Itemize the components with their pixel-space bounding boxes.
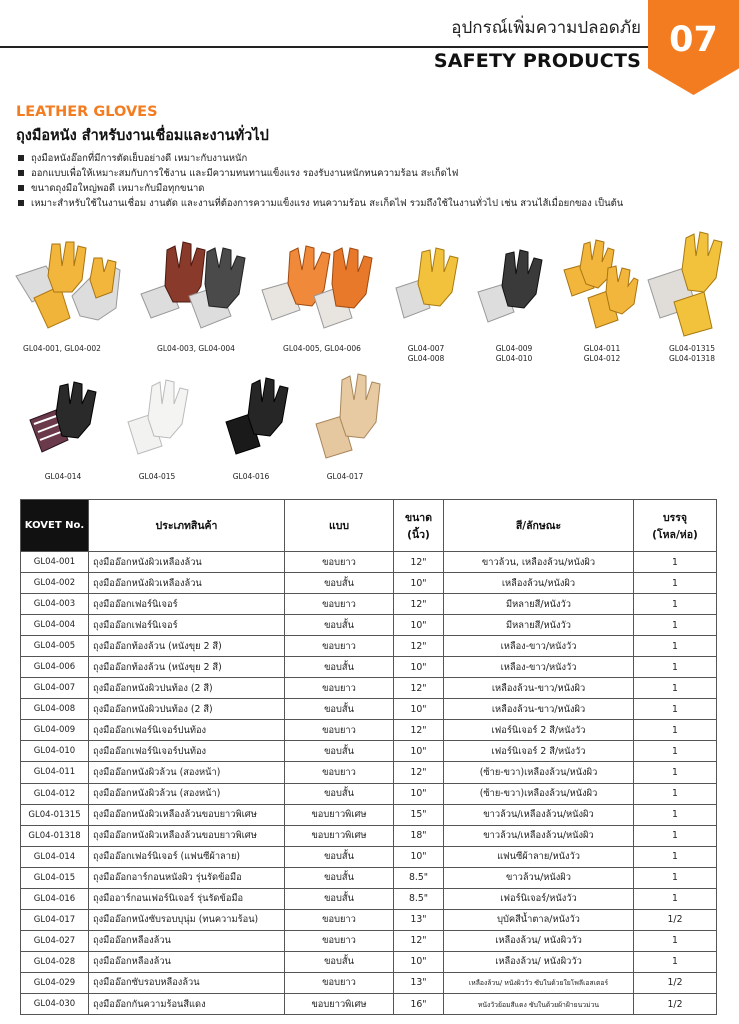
cell-color: (ซ้าย-ขวา)เหลืองล้วน/หนังผิว — [444, 783, 634, 804]
cell-style: ขอบสั้น — [285, 573, 394, 594]
cell-size: 12" — [394, 930, 444, 951]
cell-pack: 1 — [634, 552, 717, 573]
table-row — [21, 930, 717, 951]
cell-product-type: ถุงมืออ๊อกซับรอบหลืองล้วน — [89, 972, 285, 993]
glove-image-016 — [218, 376, 298, 466]
cell-kovet-no: GL04-030 — [21, 993, 89, 1014]
column-header-product-type: ประเภทสินค้า — [89, 500, 285, 552]
cell-product-type: ถุงมืออ๊อกหลืองล้วน — [89, 930, 285, 951]
cell-product-type: ถุงมืออ๊อกหนังผิวปนท้อง (2 สี) — [89, 699, 285, 720]
cell-kovet-no: GL04-008 — [21, 699, 89, 720]
table-row — [21, 594, 717, 615]
cell-color: เหลืองล้วน/ หนังผิววัว ซับในด้วยใยโพลีเอสเตอร์ — [444, 972, 634, 993]
cell-size: 12" — [394, 762, 444, 783]
cell-color: มีหลายสี/หนังวัว — [444, 615, 634, 636]
cell-pack: 1 — [634, 846, 717, 867]
glove-label: GL04-005, GL04-006 — [283, 344, 361, 353]
cell-color: ขาวล้วน/เหลืองล้วน/หนังผิว — [444, 825, 634, 846]
cell-color: ขาวล้วน/หนังผิว — [444, 867, 634, 888]
cell-product-type: ถุงมืออ๊อกท้องล้วน (หนังขุย 2 สี) — [89, 657, 285, 678]
cell-pack: 1/2 — [634, 972, 717, 993]
glove-label: GL04-016 — [232, 472, 270, 481]
cell-style: ขอบยาว — [285, 762, 394, 783]
glove-label: GL04-01315 GL04-01318 — [668, 344, 716, 363]
header-thai-title: อุปกรณ์เพิ่มความปลอดภัย — [451, 18, 641, 38]
table-row — [21, 951, 717, 972]
cell-pack: 1 — [634, 804, 717, 825]
glove-image-01315-01318 — [644, 228, 734, 338]
cell-pack: 1 — [634, 699, 717, 720]
table-row — [21, 909, 717, 930]
cell-color: บุบัคสีน้ำตาล/หนังวัว — [444, 909, 634, 930]
cell-kovet-no: GL04-011 — [21, 762, 89, 783]
table-row — [21, 720, 717, 741]
spec-table — [20, 499, 717, 1015]
cell-pack: 1 — [634, 741, 717, 762]
cell-size: 8.5" — [394, 867, 444, 888]
cell-product-type: ถุงมืออ๊อกกันความร้อนสีแดง — [89, 993, 285, 1014]
cell-color: เฟอร์นิเจอร์ 2 สี/หนังวัว — [444, 720, 634, 741]
cell-pack: 1 — [634, 888, 717, 909]
cell-pack: 1 — [634, 678, 717, 699]
cell-product-type: ถุงมืออ๊อกเฟอร์นิเจอร์ปนท้อง — [89, 720, 285, 741]
cell-color: เหลืองล้วน/ หนังผิววัว — [444, 951, 634, 972]
cell-size: 13" — [394, 909, 444, 930]
cell-kovet-no: GL04-010 — [21, 741, 89, 762]
cell-size: 8.5" — [394, 888, 444, 909]
cell-kovet-no: GL04-009 — [21, 720, 89, 741]
glove-image-011-012 — [558, 238, 640, 334]
cell-style: ขอบยาว — [285, 594, 394, 615]
cell-size: 16" — [394, 993, 444, 1014]
column-header-kovet-no: KOVET No. — [21, 500, 89, 552]
cell-product-type: ถุงมืออ๊อกหนังผิวเหลืองล้วนขอบยาวพิเศษ — [89, 825, 285, 846]
cell-pack: 1 — [634, 825, 717, 846]
cell-size: 12" — [394, 636, 444, 657]
cell-kovet-no: GL04-01315 — [21, 804, 89, 825]
cell-pack: 1 — [634, 867, 717, 888]
cell-style: ขอบยาวพิเศษ — [285, 825, 394, 846]
cell-kovet-no: GL04-012 — [21, 783, 89, 804]
glove-image-009-010 — [474, 246, 554, 338]
table-row — [21, 636, 717, 657]
cell-pack: 1 — [634, 636, 717, 657]
cell-kovet-no: GL04-017 — [21, 909, 89, 930]
cell-size: 12" — [394, 594, 444, 615]
cell-style: ขอบสั้น — [285, 699, 394, 720]
feature-item: ออกแบบเพื่อให้เหมาะสมกับการใช้งาน และมีความทนทานแข็งแรง รองรับงานหนักทนความร้อน สะเก็ดไฟ — [16, 166, 716, 181]
cell-kovet-no: GL04-01318 — [21, 825, 89, 846]
cell-style: ขอบสั้น — [285, 846, 394, 867]
column-header-pack: บรรจุ (โหล/ห่อ) — [634, 500, 717, 552]
cell-style: ขอบยาว — [285, 720, 394, 741]
cell-size: 12" — [394, 552, 444, 573]
cell-pack: 1 — [634, 573, 717, 594]
cell-pack: 1 — [634, 615, 717, 636]
glove-image-001-002 — [8, 236, 126, 336]
cell-pack: 1 — [634, 657, 717, 678]
cell-kovet-no: GL04-016 — [21, 888, 89, 909]
cell-kovet-no: GL04-027 — [21, 930, 89, 951]
table-row — [21, 741, 717, 762]
glove-label: GL04-003, GL04-004 — [157, 344, 235, 353]
glove-image-017 — [310, 372, 390, 466]
table-row — [21, 972, 717, 993]
table-row — [21, 888, 717, 909]
cell-color: (ซ้าย-ขวา)เหลืองล้วน/หนังผิว — [444, 762, 634, 783]
table-row — [21, 573, 717, 594]
cell-color: ขาวล้วน, เหลืองล้วน/หนังผิว — [444, 552, 634, 573]
cell-product-type: ถุงมืออ๊อกหนังผิวล้วน (สองหน้า) — [89, 783, 285, 804]
cell-color: ขาวล้วน/เหลืองล้วน/หนังผิว — [444, 804, 634, 825]
cell-size: 10" — [394, 741, 444, 762]
cell-style: ขอบยาว — [285, 972, 394, 993]
glove-label: GL04-017 — [326, 472, 364, 481]
cell-style: ขอบยาว — [285, 909, 394, 930]
cell-size: 12" — [394, 678, 444, 699]
cell-kovet-no: GL04-007 — [21, 678, 89, 699]
cell-color: เหลืองล้วน-ขาว/หนังผิว — [444, 699, 634, 720]
cell-size: 10" — [394, 699, 444, 720]
cell-style: ขอบยาว — [285, 930, 394, 951]
cell-size: 12" — [394, 720, 444, 741]
cell-color: เหลืองล้วน-ขาว/หนังผิว — [444, 678, 634, 699]
cell-product-type: ถุงมืออ๊อกเฟอร์นิเจอร์ (แฟนซีผ้าลาย) — [89, 846, 285, 867]
glove-image-007-008 — [392, 244, 464, 336]
cell-pack: 1/2 — [634, 993, 717, 1014]
cell-kovet-no: GL04-001 — [21, 552, 89, 573]
cell-size: 10" — [394, 846, 444, 867]
glove-label: GL04-011 GL04-012 — [583, 344, 621, 363]
header-divider — [0, 46, 648, 48]
glove-label: GL04-015 — [138, 472, 176, 481]
cell-pack: 1 — [634, 720, 717, 741]
feature-list — [16, 151, 716, 211]
cell-product-type: ถุงมืออ๊อกหนังผิวเหลืองล้วน — [89, 552, 285, 573]
cell-product-type: ถุงมืออ๊อกหนังผิวปนท้อง (2 สี) — [89, 678, 285, 699]
feature-item: ขนาดถุงมือใหญ่พอดี เหมาะกับมือทุกขนาด — [16, 181, 716, 196]
feature-item: ถุงมือหนังอ๊อกที่มีการตัดเย็บอย่างดี เหมาะกับงานหนัก — [16, 151, 716, 166]
cell-size: 13" — [394, 972, 444, 993]
table-row — [21, 783, 717, 804]
section-subtitle: ถุงมือหนัง สำหรับงานเชื่อมและงานทั่วไป — [16, 128, 269, 144]
cell-kovet-no: GL04-015 — [21, 867, 89, 888]
cell-pack: 1 — [634, 930, 717, 951]
table-row — [21, 846, 717, 867]
cell-style: ขอบยาว — [285, 678, 394, 699]
cell-style: ขอบยาว — [285, 552, 394, 573]
cell-color: แฟนซีผ้าลาย/หนังวัว — [444, 846, 634, 867]
cell-product-type: ถุงมืออ๊อกเฟอร์นิเจอร์ — [89, 594, 285, 615]
cell-product-type: ถุงมืออ๊อกท้องล้วน (หนังขุย 2 สี) — [89, 636, 285, 657]
table-row — [21, 993, 717, 1014]
table-row — [21, 762, 717, 783]
cell-color: เฟอร์นิเจอร์ 2 สี/หนังวัว — [444, 741, 634, 762]
cell-kovet-no: GL04-028 — [21, 951, 89, 972]
cell-color: เหลืองล้วน/ หนังผิววัว — [444, 930, 634, 951]
table-header-row — [21, 500, 717, 552]
glove-label: GL04-009 GL04-010 — [495, 344, 533, 363]
cell-size: 10" — [394, 657, 444, 678]
glove-image-005-006 — [258, 240, 376, 340]
cell-pack: 1 — [634, 783, 717, 804]
cell-kovet-no: GL04-029 — [21, 972, 89, 993]
cell-color: เหลือง-ขาว/หนังวัว — [444, 657, 634, 678]
page-number: 07 — [669, 20, 718, 60]
glove-image-003-004 — [135, 238, 255, 338]
cell-kovet-no: GL04-006 — [21, 657, 89, 678]
cell-size: 10" — [394, 951, 444, 972]
cell-product-type: ถุงมืออ๊อกหนังซับรอบบุนุ่ม (ทนความร้อน) — [89, 909, 285, 930]
cell-pack: 1 — [634, 762, 717, 783]
cell-style: ขอบยาวพิเศษ — [285, 993, 394, 1014]
cell-color: เหลืองล้วน/หนังผิว — [444, 573, 634, 594]
table-row — [21, 615, 717, 636]
cell-style: ขอบสั้น — [285, 867, 394, 888]
cell-product-type: ถุงมืออ๊อกหนังผิวเหลืองล้วนขอบยาวพิเศษ — [89, 804, 285, 825]
feature-item: เหมาะสำหรับใช้ในงานเชื่อม งานตัด และงานที่ต้องการความแข็งแรง ทนความร้อน สะเก็ดไฟ รวมถึงใช้ในงานทั่วไป เช่น สวนไส้เมื่อยกของ เป็นต้น — [16, 196, 716, 211]
table-row — [21, 804, 717, 825]
cell-style: ขอบสั้น — [285, 741, 394, 762]
cell-product-type: ถุงมืออ๊อกอาร์กอนหนังผิว รุ่นรัดข้อมือ — [89, 867, 285, 888]
cell-size: 10" — [394, 783, 444, 804]
header-english-title: SAFETY PRODUCTS — [433, 50, 641, 72]
table-row — [21, 867, 717, 888]
glove-label: GL04-001, GL04-002 — [23, 344, 101, 353]
cell-style: ขอบสั้น — [285, 657, 394, 678]
cell-size: 10" — [394, 615, 444, 636]
cell-product-type: ถุงมืออาร์กอนเฟอร์นิเจอร์ รุ่นรัดข้อมือ — [89, 888, 285, 909]
cell-kovet-no: GL04-002 — [21, 573, 89, 594]
cell-color: หนังวัวย้อมสีแดง ซับในด้วยผ้าฝ้ายนวม่วน — [444, 993, 634, 1014]
table-row — [21, 678, 717, 699]
cell-pack: 1 — [634, 951, 717, 972]
cell-pack: 1/2 — [634, 909, 717, 930]
cell-style: ขอบสั้น — [285, 615, 394, 636]
cell-style: ขอบสั้น — [285, 783, 394, 804]
cell-kovet-no: GL04-014 — [21, 846, 89, 867]
cell-color: มีหลายสี/หนังวัว — [444, 594, 634, 615]
cell-product-type: ถุงมืออ๊อกเฟอร์นิเจอร์ปนท้อง — [89, 741, 285, 762]
table-row — [21, 699, 717, 720]
cell-style: ขอบยาว — [285, 636, 394, 657]
glove-label: GL04-014 — [44, 472, 82, 481]
cell-product-type: ถุงมืออ๊อกหลืองล้วน — [89, 951, 285, 972]
table-row — [21, 657, 717, 678]
cell-style: ขอบสั้น — [285, 888, 394, 909]
glove-image-015 — [118, 378, 198, 466]
cell-product-type: ถุงมืออ๊อกหนังผิวล้วน (สองหน้า) — [89, 762, 285, 783]
cell-kovet-no: GL04-003 — [21, 594, 89, 615]
cell-product-type: ถุงมืออ๊อกเฟอร์นิเจอร์ — [89, 615, 285, 636]
section-title: LEATHER GLOVES — [16, 104, 158, 120]
table-row — [21, 825, 717, 846]
cell-kovet-no: GL04-004 — [21, 615, 89, 636]
table-row — [21, 552, 717, 573]
table-body — [21, 552, 717, 1015]
cell-size: 10" — [394, 573, 444, 594]
glove-image-014 — [26, 380, 106, 466]
cell-color: เหลือง-ขาว/หนังวัว — [444, 636, 634, 657]
cell-style: ขอบยาวพิเศษ — [285, 804, 394, 825]
column-header-color: สี/ลักษณะ — [444, 500, 634, 552]
glove-label: GL04-007 GL04-008 — [407, 344, 445, 363]
cell-style: ขอบสั้น — [285, 951, 394, 972]
cell-size: 15" — [394, 804, 444, 825]
cell-pack: 1 — [634, 594, 717, 615]
cell-product-type: ถุงมืออ๊อกหนังผิวเหลืองล้วน — [89, 573, 285, 594]
cell-kovet-no: GL04-005 — [21, 636, 89, 657]
cell-color: เฟอร์นิเจอร์/หนังวัว — [444, 888, 634, 909]
column-header-style: แบบ — [285, 500, 394, 552]
column-header-size: ขนาด (นิ้ว) — [394, 500, 444, 552]
cell-size: 18" — [394, 825, 444, 846]
